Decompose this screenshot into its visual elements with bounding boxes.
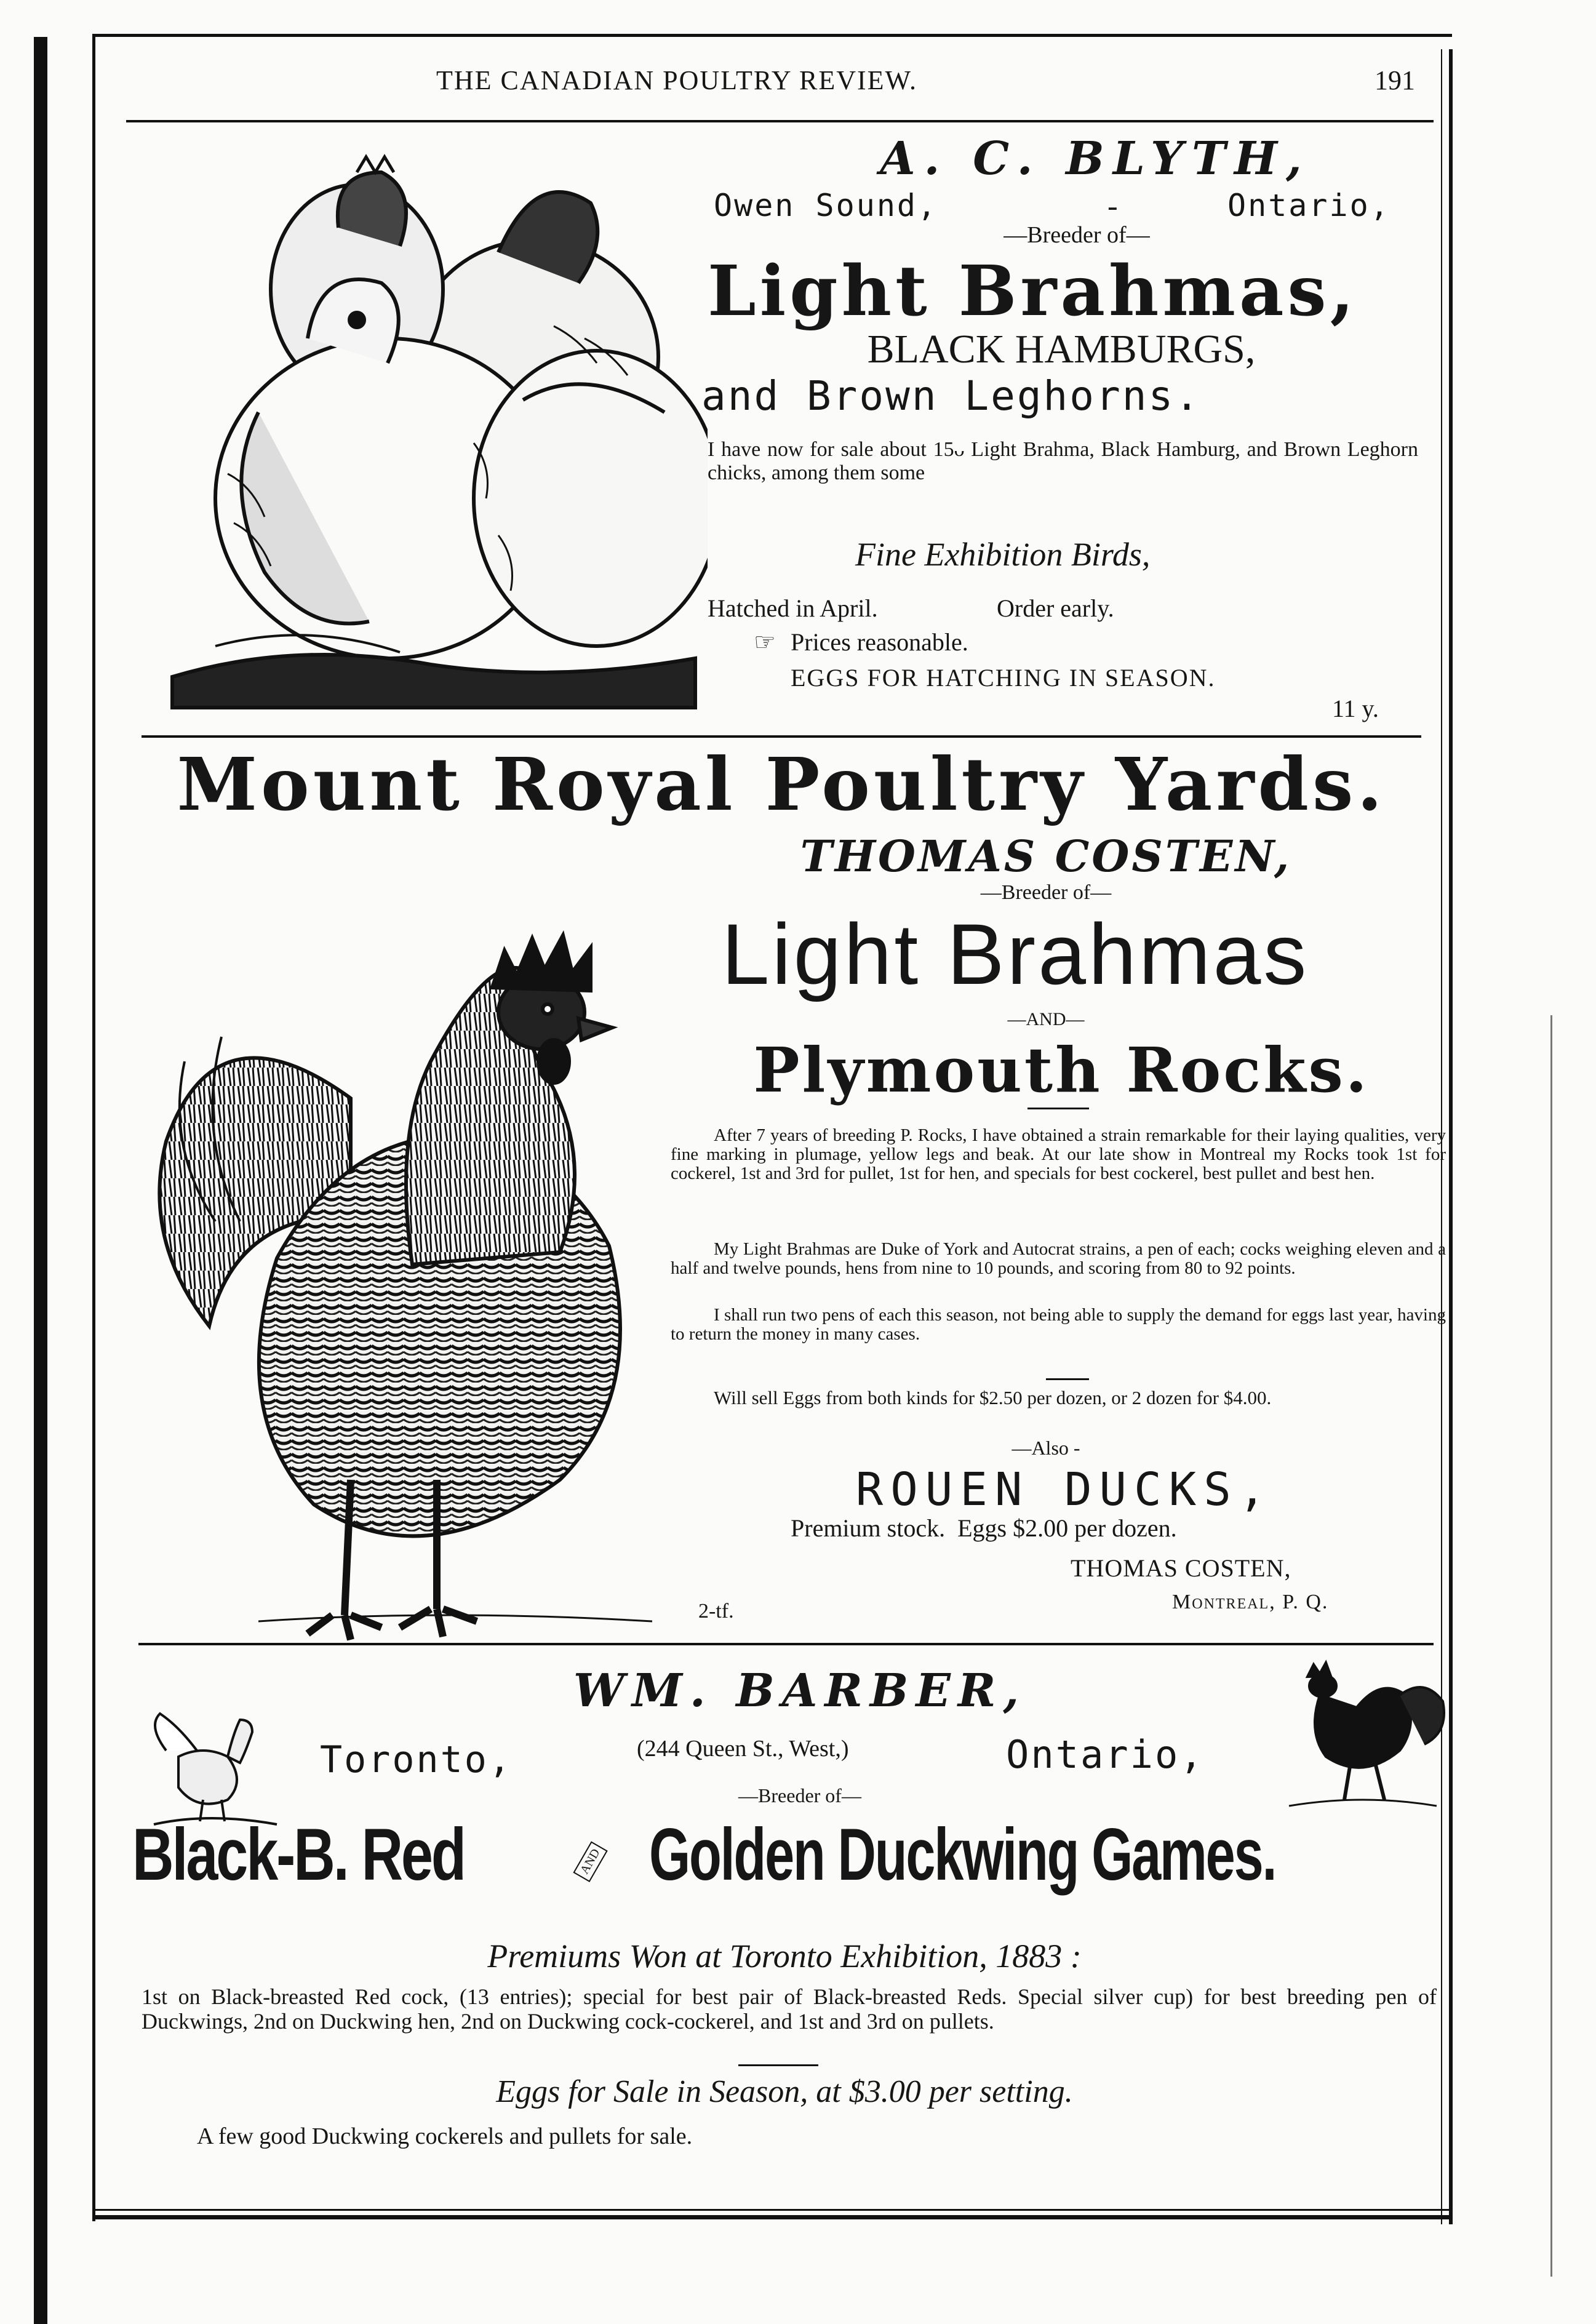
frame-top-line: [92, 34, 1452, 37]
ad3-and-mark: AND: [573, 1841, 608, 1882]
frame-left-line: [92, 37, 95, 2221]
ad2-dash-rule: [1046, 1378, 1089, 1380]
ad2-signature: THOMAS COSTEN,: [1071, 1554, 1291, 1582]
ad2-name: THOMAS COSTEN,: [800, 831, 1292, 882]
frame-bottom-line: [92, 2215, 1452, 2219]
running-header: [98, 58, 1440, 102]
black-breasted-red-cock-illustration: [1264, 1658, 1449, 1818]
ad1-eggs-hatching: EGGS FOR HATCHING IN SEASON.: [791, 664, 1216, 692]
ad2-paragraph-3: I shall run two pens of each this season, not being able to supply the demand for eggs last year, having to return the money in many cases.: [671, 1305, 1446, 1344]
ad2-also: —Also -: [1011, 1437, 1080, 1459]
ad1-code: 11 y.: [1332, 695, 1379, 722]
scan-edge-mark: [1550, 1015, 1552, 2277]
ad3-premiums: Premiums Won at Toronto Exhibition, 1883 :: [487, 1938, 1082, 1975]
ad3-body-text: 1st on Black-breasted Red cock, (13 entries); special for best pair of Black-breasted Reds. Special silver cup) for best breeding pen of Duckwings, 2nd on Duckwing hen, 2nd on Duckwing cock-cockerel, and 1st and 3rd on pullets.: [142, 1984, 1437, 2034]
ad2-code: 2-tf.: [698, 1600, 734, 1623]
ad2-breed-plymouth-rocks: Plymouth Rocks.: [753, 1034, 1370, 1106]
plymouth-rock-rooster-illustration: [148, 828, 671, 1646]
ad3-town: Toronto,: [320, 1738, 513, 1781]
ad3-breed-black-b-red: Black-B. Red: [132, 1813, 465, 1896]
frame-bottom-thin-line: [92, 2209, 1452, 2211]
ad3-breeder-of: —Breeder of—: [738, 1784, 861, 1807]
ad1-name: A. C. BLYTH,: [880, 132, 1311, 185]
ad1-breeder-of: —Breeder of—: [1003, 222, 1150, 248]
ad1-breed-brown-leghorns: and Brown Leghorns.: [701, 372, 1201, 420]
frame-right-line: [1449, 49, 1453, 2224]
brahma-group-illustration: [154, 154, 708, 720]
ad2-rouen-ducks: ROUEN DUCKS,: [855, 1463, 1274, 1516]
ad2-premium-stock: Premium stock. Eggs $2.00 per dozen.: [791, 1514, 1177, 1542]
ad1-order: Order early.: [997, 594, 1114, 622]
ad1-divider: [142, 735, 1421, 738]
ad2-paragraph-2: My Light Brahmas are Duke of York and Autocrat strains, a pen of each; cocks weighing eleven and a half and twelve pounds, hens from nine to 10 pounds, and scoring from 80 to 92 points.: [671, 1239, 1446, 1278]
page-number: 191: [1375, 65, 1415, 95]
ad1-fine-exhibition: Fine Exhibition Birds,: [855, 536, 1151, 573]
ad2-breeder-of: —Breeder of—: [980, 881, 1112, 904]
ad2-headline: Mount Royal Poultry Yards.: [177, 741, 1386, 827]
ad3-name: WM. BARBER,: [573, 1664, 1027, 1717]
ad3-address: (244 Queen St., West,): [637, 1736, 849, 1762]
ad1-breed-black-hamburgs: BLACK HAMBURGS,: [867, 327, 1256, 372]
ad1-body-text: I have now for sale about 15ᴗ Light Brahma, Black Hamburg, and Brown Leghorn chicks, among them some: [708, 438, 1418, 484]
ad2-paragraph-1: After 7 years of breeding P. Rocks, I have obtained a strain remarkable for their laying qualities, very fine marking in plumage, yellow legs and beak. At our late show in Montreal my Rocks took 1st for cockerel, 1st and 3rd for pullet, 1st for hen, and specials for best cockerel, best pullet and best hen.: [671, 1125, 1446, 1183]
ad1-prices: Prices reasonable.: [791, 628, 968, 656]
ad3-note: A few good Duckwing cockerels and pullets for sale.: [197, 2123, 693, 2149]
ad3-short-rule: [738, 2064, 818, 2066]
pointing-hand-icon: ☞: [754, 628, 776, 656]
ad1-town: Owen Sound,: [714, 188, 938, 223]
ad2-short-rule: [1027, 1108, 1089, 1109]
left-margin-bar: [34, 37, 47, 2324]
ad2-and: —AND—: [1007, 1009, 1085, 1029]
ad1-breed-light-brahmas: Light Brahmas,: [708, 251, 1358, 332]
header-rule: [126, 120, 1434, 122]
ad1-province: Ontario,: [1227, 188, 1391, 223]
ad1-hatched: Hatched in April.: [708, 594, 878, 622]
ad3-breed-golden-duckwing: Golden Duckwing Games.: [649, 1813, 1276, 1896]
ad3-eggs-for-sale: Eggs for Sale in Season, at $3.00 per setting.: [496, 2074, 1073, 2109]
ad2-city: Montreal, P. Q.: [1172, 1591, 1329, 1613]
ad2-divider: [138, 1643, 1434, 1645]
journal-title: THE CANADIAN POULTRY REVIEW.: [436, 65, 917, 95]
ad2-eggs-price: Will sell Eggs from both kinds for $2.50 per dozen, or 2 dozen for $4.00.: [714, 1387, 1272, 1408]
ad3-province: Ontario,: [1006, 1732, 1205, 1777]
ad2-breed-light-brahmas: Light Brahmas: [721, 906, 1309, 1002]
ad1-dash: -: [1107, 188, 1118, 223]
